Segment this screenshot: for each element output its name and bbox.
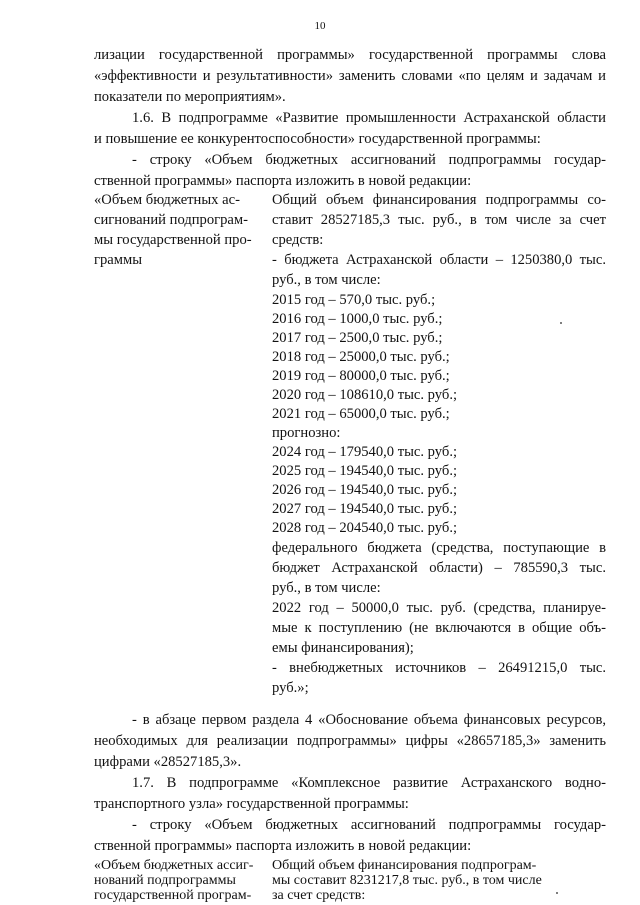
table1-right-line: 2022 год – 50000,0 тыс. руб. (средства, планируе- bbox=[272, 600, 606, 616]
table2-left-line: «Объем бюджетных ассиг- bbox=[94, 858, 254, 873]
table1-right-line: 2027 год – 194540,0 тыс. руб.; bbox=[272, 501, 458, 517]
item-1-7-line: ственной программы» паспорта изложить в новой редакции: bbox=[94, 838, 472, 854]
item-1-6-heading: 1.6. В подпрограмме «Развитие промышленности Астраханской области bbox=[132, 110, 606, 126]
intro-line: показатели по мероприятиям». bbox=[94, 89, 286, 105]
item-1-7-line: - строку «Объем бюджетных ассигнований подпрограммы государ- bbox=[132, 817, 606, 833]
table1-right-line: прогнозно: bbox=[272, 425, 341, 441]
table2-right-line: за счет средств: bbox=[272, 888, 366, 903]
scan-speck bbox=[560, 322, 562, 324]
table1-right-line: Общий объем финансирования подпрограммы со- bbox=[272, 192, 606, 208]
table2-right-line: Общий объем финансирования подпрограм- bbox=[272, 858, 537, 873]
table1-right-line: 2025 год – 194540,0 тыс. руб.; bbox=[272, 463, 458, 479]
table2-right-line: мы составит 8231217,8 тыс. руб., в том числе bbox=[272, 873, 542, 888]
item-1-6-line: и повышение ее конкурентоспособности» государственной программы: bbox=[94, 131, 541, 147]
item-1-6-line: - строку «Объем бюджетных ассигнований подпрограммы государ- bbox=[132, 152, 606, 168]
table1-right-line: 2017 год – 2500,0 тыс. руб.; bbox=[272, 330, 443, 346]
scan-speck bbox=[556, 892, 558, 894]
table1-right-line: 2026 год – 194540,0 тыс. руб.; bbox=[272, 482, 458, 498]
table1-right-line: руб., в том числе: bbox=[272, 580, 381, 596]
table1-right-line: ставит 28527185,3 тыс. руб., в том числе за счет bbox=[272, 212, 606, 228]
table1-left-line: мы государственной про- bbox=[94, 232, 252, 248]
abzac-line: цифрами «28527185,3». bbox=[94, 754, 242, 770]
intro-line: лизации государственной программы» государственной программы слова bbox=[94, 47, 606, 63]
table1-right-line: федерального бюджета (средства, поступающие в bbox=[272, 540, 606, 556]
table1-right-line: 2019 год – 80000,0 тыс. руб.; bbox=[272, 368, 450, 384]
table1-right-line: руб., в том числе: bbox=[272, 272, 381, 288]
table1-right-line: 2028 год – 204540,0 тыс. руб.; bbox=[272, 520, 458, 536]
table1-right-line: средств: bbox=[272, 232, 324, 248]
abzac-line: необходимых для реализации подпрограммы» цифры «28657185,3» заменить bbox=[94, 733, 606, 749]
table2-left-line: нований подпрограммы bbox=[94, 873, 236, 888]
table1-right-line: 2015 год – 570,0 тыс. руб.; bbox=[272, 292, 436, 308]
table1-right-line: 2016 год – 1000,0 тыс. руб.; bbox=[272, 311, 443, 327]
table1-left-line: граммы bbox=[94, 252, 143, 268]
table2-left-line: государственной програм- bbox=[94, 888, 252, 903]
table1-left-line: «Объем бюджетных ас- bbox=[94, 192, 240, 208]
table1-right-line: бюджет Астраханской области) – 785590,3 тыс. bbox=[272, 560, 606, 576]
table1-right-line: - внебюджетных источников – 26491215,0 тыс. bbox=[272, 660, 606, 676]
item-1-7-heading: 1.7. В подпрограмме «Комплексное развитие Астраханского водно- bbox=[132, 775, 606, 791]
table1-right-line: 2021 год – 65000,0 тыс. руб.; bbox=[272, 406, 450, 422]
table1-left-line: сигнований подпрограм- bbox=[94, 212, 249, 228]
table1-right-line: 2024 год – 179540,0 тыс. руб.; bbox=[272, 444, 458, 460]
table1-right-line: мые к поступлению (не включаются в общие объ- bbox=[272, 620, 606, 636]
page-number: 10 bbox=[314, 20, 326, 32]
table1-right-line: емы финансирования); bbox=[272, 640, 414, 656]
table1-right-line: руб.»; bbox=[272, 680, 309, 696]
table1-right-line: 2018 год – 25000,0 тыс. руб.; bbox=[272, 349, 450, 365]
table1-right-line: 2020 год – 108610,0 тыс. руб.; bbox=[272, 387, 458, 403]
intro-line: «эффективности и результативности» заменить словами «по целям и задачам и bbox=[94, 68, 606, 84]
item-1-6-line: ственной программы» паспорта изложить в новой редакции: bbox=[94, 173, 472, 189]
table1-right-line: - бюджета Астраханской области – 1250380,0 тыс. bbox=[272, 252, 606, 268]
item-1-7-line: транспортного узла» государственной программы: bbox=[94, 796, 409, 812]
abzac-line: - в абзаце первом раздела 4 «Обоснование объема финансовых ресурсов, bbox=[132, 712, 606, 728]
